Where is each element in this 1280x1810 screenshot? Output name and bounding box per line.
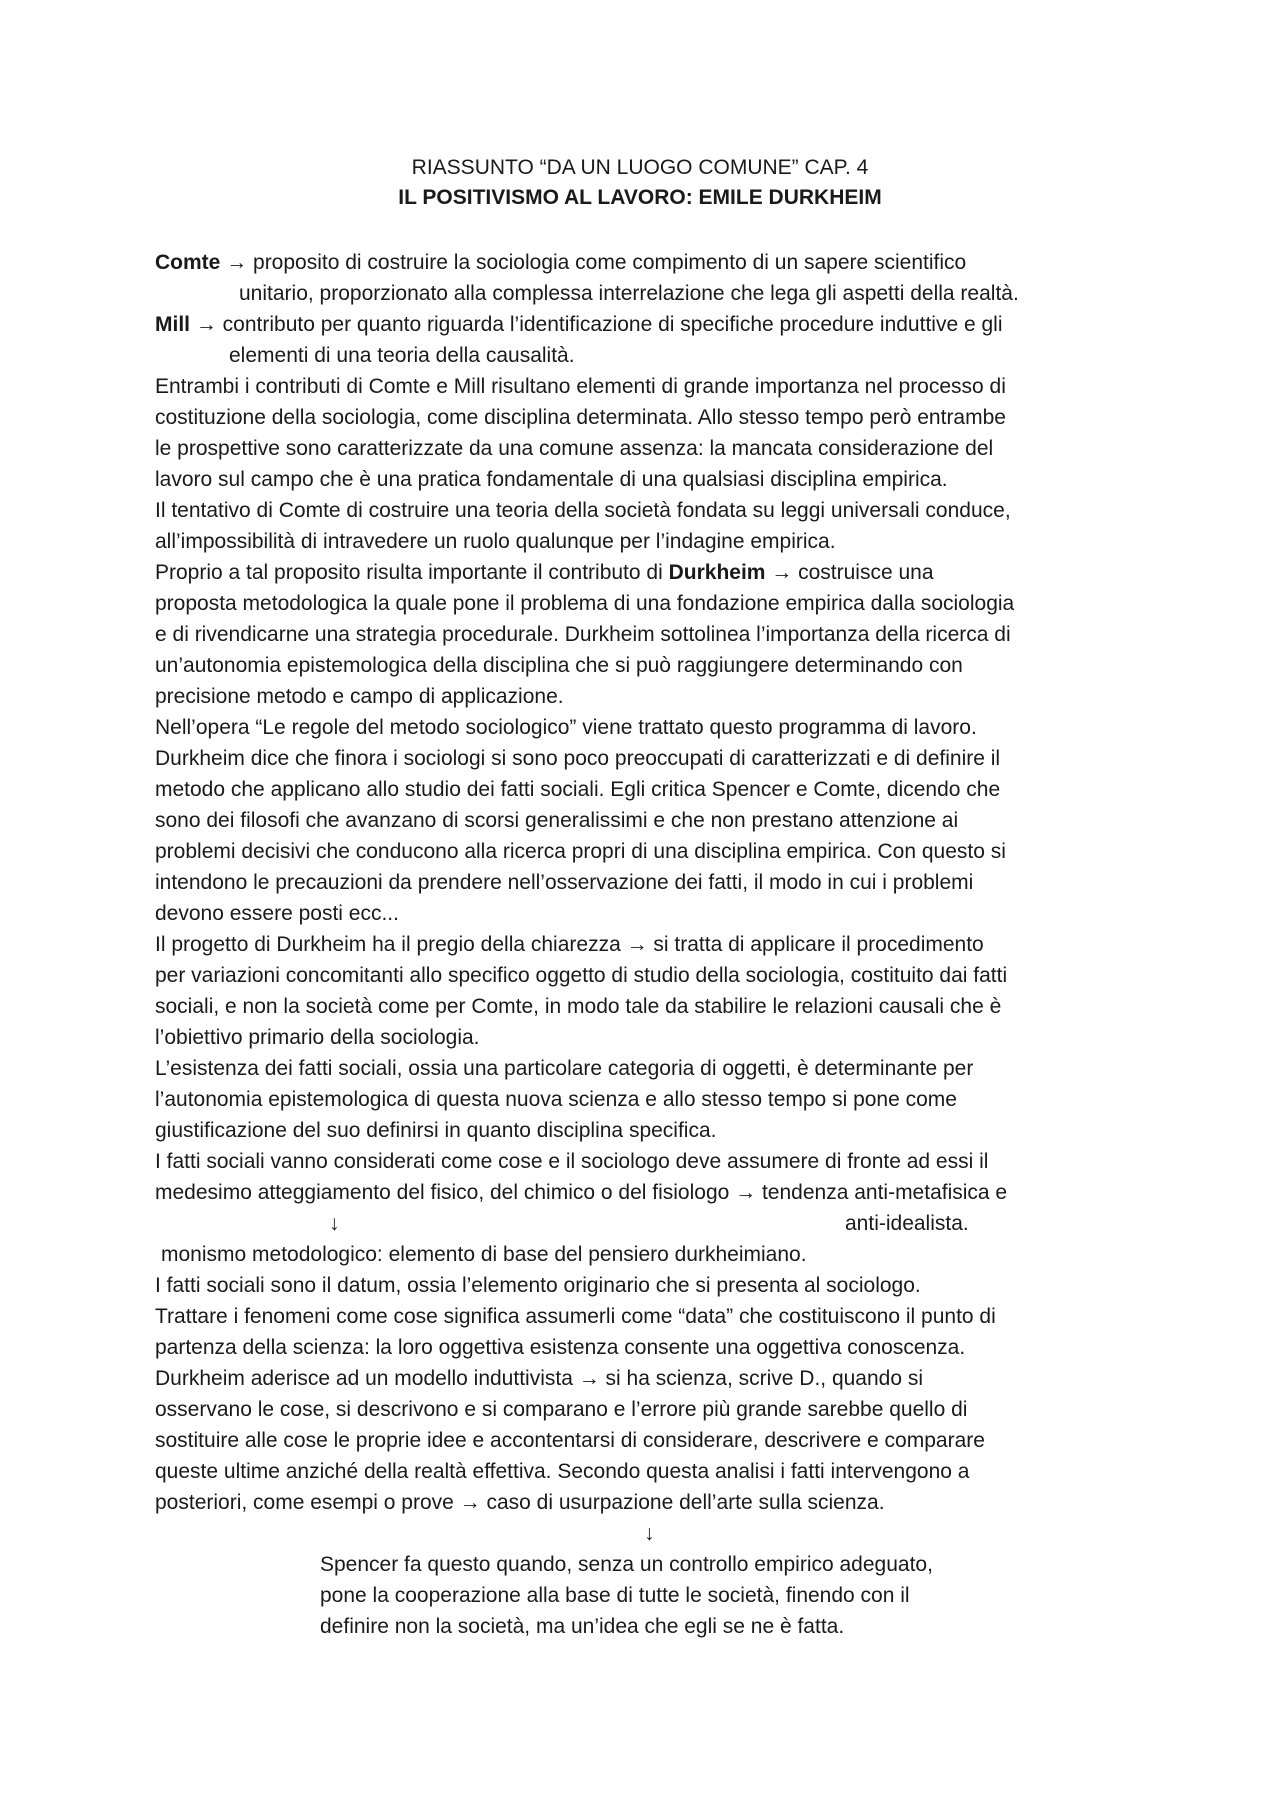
paragraph-line: all’impossibilità di intravedere un ruolo qualunque per l’indagine empirica.	[155, 530, 836, 553]
durkheim-term: Durkheim	[668, 561, 766, 584]
paragraph-line: l’obiettivo primario della sociologia.	[155, 1026, 480, 1049]
monismo-line: monismo metodologico: elemento di base del pensiero durkheimiano.	[161, 1243, 807, 1266]
paragraph-line: lavoro sul campo che è una pratica fondamentale di una qualsiasi disciplina empirica.	[155, 468, 948, 491]
document-subtitle: IL POSITIVISMO AL LAVORO: EMILE DURKHEIM	[398, 186, 882, 209]
paragraph-line: medesimo atteggiamento del fisico, del chimico o del fisiologo → tendenza anti-metafisica e	[155, 1181, 1008, 1204]
paragraph-line: I fatti sociali vanno considerati come cose e il sociologo deve assumere di fronte ad essi il	[155, 1150, 989, 1173]
paragraph-line: un’autonomia epistemologica della disciplina che si può raggiungere determinando con	[155, 654, 963, 677]
document-body	[155, 247, 1155, 1642]
paragraph-line: partenza della scienza: la loro oggettiva esistenza consente una oggettiva conoscenza.	[155, 1336, 966, 1359]
document-title: RIASSUNTO “DA UN LUOGO COMUNE” CAP. 4	[411, 156, 869, 179]
paragraph-line: Nell’opera “Le regole del metodo sociologico” viene trattato questo programma di lavoro.	[155, 716, 977, 739]
paragraph-line: queste ultime anziché della realtà effettiva. Secondo questa analisi i fatti intervengono a	[155, 1460, 970, 1483]
anti-idealista-label: anti-idealista.	[845, 1212, 969, 1235]
paragraph-line: metodo che applicano allo studio dei fatti sociali. Egli critica Spencer e Comte, dicendo che	[155, 778, 1001, 801]
paragraph-line: osservano le cose, si descrivono e si comparano e l’errore più grande sarebbe quello di	[155, 1398, 968, 1421]
paragraph-line: Entrambi i contributi di Comte e Mill risultano elementi di grande importanza nel processo di	[155, 375, 1006, 398]
arrow-annotation-row	[155, 1208, 1155, 1239]
paragraph-line: Durkheim dice che finora i sociologi si sono poco preoccupati di caratterizzati e di definire il	[155, 747, 1001, 770]
mill-term: Mill	[155, 313, 190, 336]
down-arrow-icon: ↓	[644, 1522, 655, 1545]
comte-term: Comte	[155, 251, 221, 274]
paragraph-line: costituzione della sociologia, come disciplina determinata. Allo stesso tempo però entrambe	[155, 406, 1006, 429]
paragraph-line: problemi decisivi che conducono alla ricerca propri di una disciplina empirica. Con questo si	[155, 840, 1006, 863]
paragraph-line: sostituire alle cose le proprie idee e accontentarsi di considerare, descrivere e comparare	[155, 1429, 985, 1452]
comte-text: → proposito di costruire la sociologia come compimento di un sapere scientifico	[220, 251, 967, 274]
spencer-line: Spencer fa questo quando, senza un controllo empirico adeguato,	[320, 1553, 933, 1576]
paragraph-line: giustificazione del suo definirsi in quanto disciplina specifica.	[155, 1119, 717, 1142]
paragraph-line: e di rivendicarne una strategia procedurale. Durkheim sottolinea l’importanza della ricerca di	[155, 623, 1011, 646]
mill-text: → contributo per quanto riguarda l’identificazione di specifiche procedure induttive e gli	[190, 313, 1003, 336]
comte-line-1	[155, 247, 1155, 278]
paragraph-line: l’autonomia epistemologica di questa nuova scienza e allo stesso tempo si pone come	[155, 1088, 957, 1111]
paragraph-line: sociali, e non la società come per Comte, in modo tale da stabilire le relazioni causali che è	[155, 995, 1002, 1018]
paragraph-line: Il progetto di Durkheim ha il pregio della chiarezza → si tratta di applicare il procedimento	[155, 933, 984, 956]
paragraph-line: per variazioni concomitanti allo specifico oggetto di studio della sociologia, costituito dai fatti	[155, 964, 1008, 987]
paragraph-line: precisione metodo e campo di applicazione.	[155, 685, 564, 708]
paragraph-line: proposta metodologica la quale pone il problema di una fondazione empirica dalla sociologia	[155, 592, 1015, 615]
durkheim-intro-after: → costruisce una	[765, 561, 934, 584]
spencer-line: definire non la società, ma un’idea che egli se ne è fatta.	[320, 1615, 845, 1638]
paragraph-line: le prospettive sono caratterizzate da una comune assenza: la mancata considerazione del	[155, 437, 994, 460]
mill-line-2: elementi di una teoria della causalità.	[229, 344, 575, 367]
paragraph-line: Trattare i fenomeni come cose significa assumerli come “data” che costituiscono il punto di	[155, 1305, 996, 1328]
mill-line-1	[155, 309, 1155, 340]
down-arrow-icon: ↓	[329, 1212, 340, 1235]
paragraph-line: intendono le precauzioni da prendere nell’osservazione dei fatti, il modo in cui i problemi	[155, 871, 974, 894]
paragraph-line: devono essere posti ecc...	[155, 902, 399, 925]
durkheim-intro-before: Proprio a tal proposito risulta importante il contributo di	[155, 561, 669, 584]
durkheim-intro-line	[155, 557, 1155, 588]
comte-line-2: unitario, proporzionato alla complessa interrelazione che lega gli aspetti della realtà.	[239, 282, 1019, 305]
paragraph-line: Il tentativo di Comte di costruire una teoria della società fondata su leggi universali conduce,	[155, 499, 1011, 522]
paragraph-line: posteriori, come esempi o prove → caso di usurpazione dell’arte sulla scienza.	[155, 1491, 885, 1514]
paragraph-line: sono dei filosofi che avanzano di scorsi generalissimi e che non prestano attenzione ai	[155, 809, 959, 832]
paragraph-line: L’esistenza dei fatti sociali, ossia una particolare categoria di oggetti, è determinante per	[155, 1057, 974, 1080]
arrow-annotation-row-2	[155, 1518, 1155, 1549]
spencer-line: pone la cooperazione alla base di tutte le società, finendo con il	[320, 1584, 910, 1607]
paragraph-line: Durkheim aderisce ad un modello induttivista → si ha scienza, scrive D., quando si	[155, 1367, 924, 1390]
paragraph-line: I fatti sociali sono il datum, ossia l’elemento originario che si presenta al sociologo.	[155, 1274, 921, 1297]
spencer-note	[155, 1549, 1155, 1642]
